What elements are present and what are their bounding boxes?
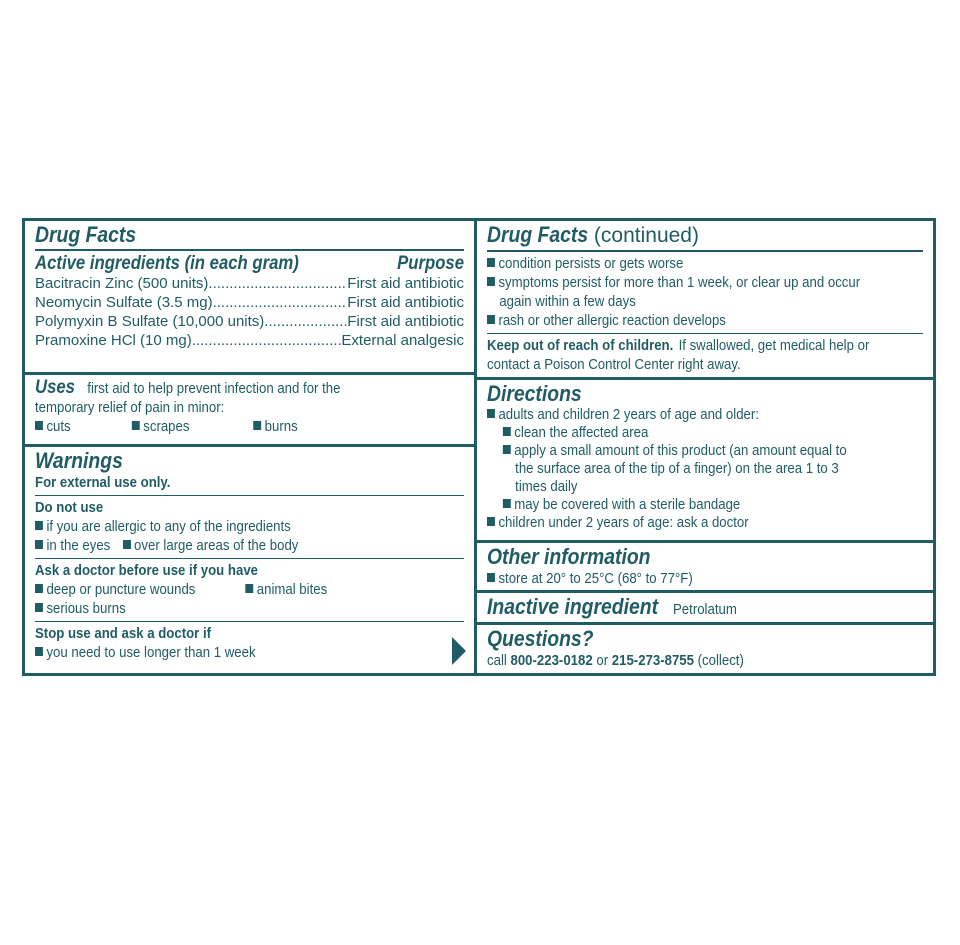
other-info-heading: Other information xyxy=(487,544,651,569)
active-header-row xyxy=(35,253,464,274)
list-item: clean the affected area xyxy=(487,424,871,442)
ingredient-purpose: First aid antibiotic xyxy=(347,294,464,311)
ingredient-name: Polymyxin B Sulfate (10,000 units) xyxy=(35,313,265,330)
list-item: store at 20° to 25°C (68° to 77°F) xyxy=(487,569,871,588)
ingredient-name: Bacitracin Zinc (500 units) xyxy=(35,275,209,292)
continue-arrow-icon xyxy=(452,637,466,665)
list-item: burns xyxy=(253,418,297,435)
continued-panel xyxy=(477,221,933,377)
phone-number: 215-273-8755 xyxy=(611,652,694,669)
phone-number: 800-223-0182 xyxy=(510,652,593,669)
list-item: you need to use longer than 1 week xyxy=(35,643,413,662)
leader-dots xyxy=(213,293,348,312)
uses-text-2: temporary relief of pain in minor: xyxy=(35,399,225,416)
ingredient-row xyxy=(35,293,464,312)
list-item: serious burns xyxy=(35,599,413,618)
external-use-text: For external use only. xyxy=(35,474,171,491)
drug-facts-title: Drug Facts xyxy=(487,222,589,247)
bullet-icon xyxy=(487,315,495,324)
divider xyxy=(487,333,923,334)
keep-out-line-2: contact a Poison Control Center right away. xyxy=(487,356,741,373)
title-rule xyxy=(35,249,464,251)
divider xyxy=(35,558,464,559)
bullet-icon xyxy=(503,445,511,454)
list-item: scrapes xyxy=(132,417,253,436)
list-item: deep or puncture wounds animal bites xyxy=(35,580,413,599)
uses-line-1 xyxy=(35,377,413,398)
questions-heading: Questions? xyxy=(487,626,594,651)
do-not-use-heading: Do not use xyxy=(35,499,104,516)
list-item-continued: times daily xyxy=(515,478,578,495)
warnings-heading: Warnings xyxy=(35,448,123,473)
warnings-panel xyxy=(25,444,474,673)
bullet-icon xyxy=(35,521,43,530)
list-item: rash or other allergic reaction develops xyxy=(487,311,871,330)
list-item-continued: again within a few days xyxy=(499,293,636,310)
purpose-heading: Purpose xyxy=(397,253,464,274)
drug-facts-title: Drug Facts xyxy=(35,222,137,247)
ingredient-row xyxy=(35,331,464,350)
list-item: if you are allergic to any of the ingredients xyxy=(35,517,413,536)
leader-dots xyxy=(192,331,342,350)
bullet-icon xyxy=(123,540,131,549)
list-item: may be covered with a sterile bandage xyxy=(487,496,871,514)
bullet-icon xyxy=(35,603,43,612)
bullet-icon xyxy=(487,573,495,582)
ask-doctor-heading: Ask a doctor before use if you have xyxy=(35,562,258,579)
list-item-continued: the surface area of the tip of a finger) on the area 1 to 3 xyxy=(515,460,839,477)
continued-label: (continued) xyxy=(593,224,699,247)
uses-text-1: first aid to help prevent infection and for the xyxy=(87,380,341,397)
uses-items xyxy=(35,417,413,436)
bullet-icon xyxy=(487,277,495,286)
continued-title xyxy=(487,223,923,248)
other-info-panel xyxy=(477,540,933,590)
inactive-value: Petrolatum xyxy=(673,601,738,618)
inactive-heading: Inactive ingredient xyxy=(487,594,659,619)
bullet-icon xyxy=(35,421,43,430)
bullet-icon xyxy=(487,258,495,267)
bullet-icon xyxy=(245,584,253,593)
inactive-row xyxy=(487,595,923,619)
bullet-icon xyxy=(35,647,43,656)
questions-line: call 800-223-0182 or 215-273-8755 (collect) xyxy=(487,652,744,669)
list-item: apply a small amount of this product (an amount equal to xyxy=(487,442,871,460)
bullet-icon xyxy=(487,409,495,418)
directions-panel xyxy=(477,377,933,540)
questions-panel xyxy=(477,622,933,673)
leader-dots xyxy=(208,274,347,293)
list-item: symptoms persist for more than 1 week, or clear up and occur xyxy=(487,273,871,292)
list-item: adults and children 2 years of age and older: xyxy=(487,406,871,424)
bullet-icon xyxy=(132,421,140,430)
list-item: cuts xyxy=(35,417,132,436)
drug-facts-label xyxy=(22,218,936,676)
uses-panel xyxy=(25,372,474,444)
bullet-icon xyxy=(487,517,495,526)
ingredient-row xyxy=(35,274,464,293)
bullet-icon xyxy=(35,540,43,549)
ingredient-row xyxy=(35,312,464,331)
ingredient-purpose: External analgesic xyxy=(341,332,464,349)
list-item: in the eyes over large areas of the body xyxy=(35,536,413,555)
bullet-icon xyxy=(35,584,43,593)
active-ingredients-panel xyxy=(25,221,474,372)
list-item: condition persists or gets worse xyxy=(487,254,871,273)
divider xyxy=(35,621,464,622)
uses-heading: Uses xyxy=(35,377,75,398)
bullet-icon xyxy=(503,427,511,436)
leader-dots xyxy=(264,312,347,331)
title-rule xyxy=(487,250,923,252)
inactive-panel xyxy=(477,590,933,622)
active-ingredients-heading: Active ingredients (in each gram) xyxy=(35,253,299,274)
divider xyxy=(35,495,464,496)
ingredient-name: Pramoxine HCl (10 mg) xyxy=(35,332,192,349)
directions-heading: Directions xyxy=(487,381,582,406)
right-column xyxy=(477,221,933,673)
bullet-icon xyxy=(503,499,511,508)
bullet-icon xyxy=(253,421,261,430)
ingredient-purpose: First aid antibiotic xyxy=(347,313,464,330)
ingredient-purpose: First aid antibiotic xyxy=(347,275,464,292)
left-column xyxy=(25,221,477,673)
keep-out-line-1: Keep out of reach of children. If swallowed, get medical help or xyxy=(487,337,870,354)
list-item: children under 2 years of age: ask a doctor xyxy=(487,514,871,532)
stop-use-heading: Stop use and ask a doctor if xyxy=(35,625,212,642)
ingredient-name: Neomycin Sulfate (3.5 mg) xyxy=(35,294,213,311)
